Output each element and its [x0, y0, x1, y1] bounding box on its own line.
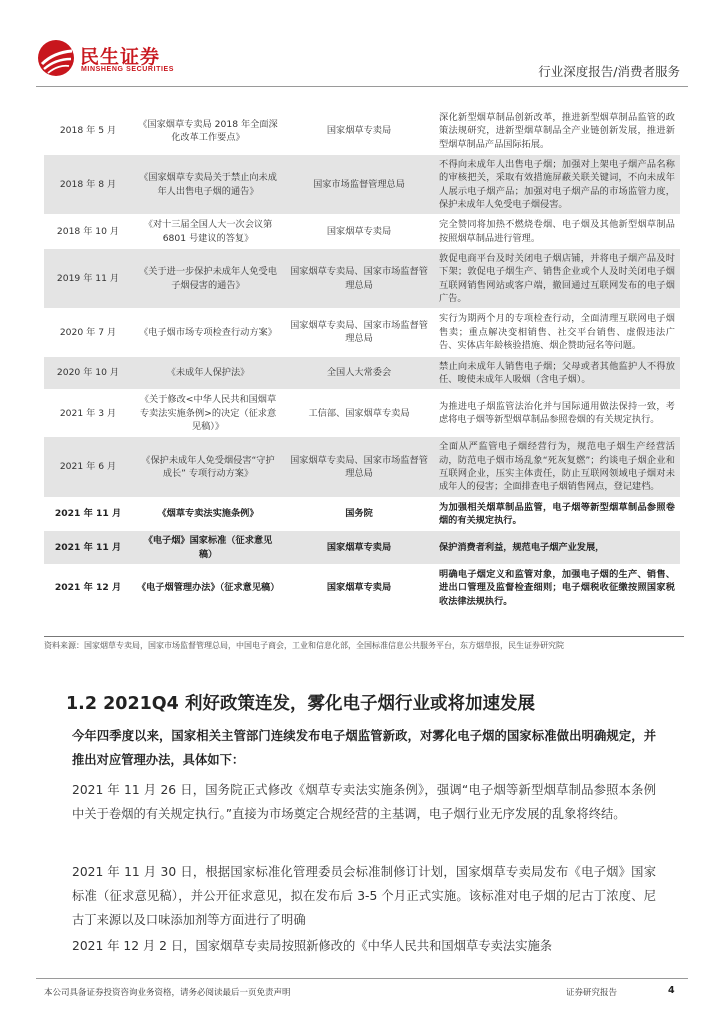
row-date: 2021 年 11 月: [44, 531, 132, 565]
row-content: 禁止向未成年人销售电子烟；父母或者其他监护人不得放任、唆使未成年人吸烟（含电子烟）。: [434, 356, 680, 390]
row-document: 《电子烟管理办法》（征求意见稿）: [132, 564, 284, 611]
table-source-note: 资料来源：国家烟草专卖局，国家市场监督管理总局，中国电子商会，工业和信息化部，全国标准信息公共服务平台，东方烟草报，民生证券研究院: [44, 636, 684, 651]
table-row: [44, 309, 680, 356]
row-document: 《未成年人保护法》: [132, 356, 284, 390]
row-content: 保护消费者利益，规范电子烟产业发展，: [434, 531, 680, 565]
table-row: [44, 108, 680, 155]
row-date: 2018 年 5 月: [44, 108, 132, 155]
table-row: [44, 249, 680, 309]
brand-logo: [36, 38, 216, 78]
table-row: [44, 215, 680, 249]
row-issuer: 国家烟草专卖局: [284, 108, 434, 155]
report-type: 行业深度报告/消费者服务: [538, 64, 680, 79]
section-heading: 1.2 2021Q4 利好政策连发，雾化电子烟行业或将加速发展: [66, 694, 535, 714]
brand-name-cn: 民生证券: [80, 46, 161, 68]
table-row: [44, 437, 680, 497]
row-content: 全面从严监管电子烟经营行为，规范电子烟生产经营活动，防范电子烟市场乱象“死灰复燃”；约谈电子烟企业和互联网企业，压实主体责任，防止互联网领域电子烟对未成年人的侵害；全面排查电子烟销售网点，登记建档。: [434, 437, 680, 497]
footer-label: 证券研究报告: [566, 988, 618, 998]
brand-name-en: MINSHENG SECURITIES: [81, 66, 175, 73]
row-document: 《对十三届全国人大一次会议第 6801 号建议的答复》: [132, 215, 284, 249]
row-document: 《国家烟草专卖局关于禁止向未成年人出售电子烟的通告》: [132, 155, 284, 215]
page-number: 4: [668, 985, 675, 996]
table-row: [44, 497, 680, 531]
page-header: [0, 0, 724, 92]
row-issuer: 国家烟草专卖局: [284, 564, 434, 611]
table-row: [44, 531, 680, 565]
row-content: 完全赞同将加热不燃烧卷烟、电子烟及其他新型烟草制品按照烟草制品进行管理。: [434, 215, 680, 249]
row-content: 实行为期两个月的专项检查行动，全面清理互联网电子烟售卖；重点解决变相销售、社交平台销售、虚假违法广告、实体店年龄核验措施、烟企赞助冠名等问题。: [434, 309, 680, 356]
row-issuer: 国家烟草专卖局、国家市场监督管理总局: [284, 309, 434, 356]
row-date: 2020 年 7 月: [44, 309, 132, 356]
footer-disclaimer: 本公司具备证券投资咨询业务资格，请务必阅读最后一页免责声明: [44, 988, 291, 998]
row-issuer: 全国人大常委会: [284, 356, 434, 390]
row-document: 《电子烟市场专项检查行动方案》: [132, 309, 284, 356]
body-paragraph-intro: 今年四季度以来，国家相关主管部门连续发布电子烟监管新政，对雾化电子烟的国家标准做出明确规定，并推出对应管理办法，具体如下：: [72, 729, 656, 767]
row-date: 2020 年 10 月: [44, 356, 132, 390]
table-row: [44, 564, 680, 611]
body-paragraph: 2021 年 12 月 2 日，国家烟草专卖局按照新修改的《中华人民共和国烟草专卖法实施条: [72, 939, 553, 953]
row-document: 《烟草专卖法实施条例》: [132, 497, 284, 531]
row-content: 敦促电商平台及时关闭电子烟店铺，并将电子烟产品及时下架；敦促电子烟生产、销售企业或个人及时关闭电子烟互联网销售网站或客户端，撤回通过互联网发布的电子烟广告。: [434, 249, 680, 309]
row-date: 2021 年 11 月: [44, 497, 132, 531]
row-issuer: 国务院: [284, 497, 434, 531]
row-issuer: 国家烟草专卖局、国家市场监督管理总局: [284, 249, 434, 309]
body-paragraph: 2021 年 11 月 30 日，根据国家标准化管理委员会标准制修订计划，国家烟草专卖局发布《电子烟》国家标准（征求意见稿），并公开征求意见，拟在发布后 3-5 个月正式实施。该标准对电子烟的尼古丁浓度、尼古丁来源以及口味添加剂等方面进行了明确: [72, 865, 656, 927]
row-issuer: 国家烟草专卖局、国家市场监督管理总局: [284, 437, 434, 497]
minsheng-logo-icon: [36, 38, 76, 78]
policy-table: [44, 108, 680, 612]
row-document: 《电子烟》国家标准（征求意见稿）: [132, 531, 284, 565]
header-divider: [36, 86, 688, 87]
row-content: 为推进电子烟监管法治化并与国际通用做法保持一致，考虑将电子烟等新型烟草制品参照卷烟的有关规定执行。: [434, 390, 680, 437]
row-issuer: 国家烟草专卖局: [284, 531, 434, 565]
row-document: 《关于修改<中华人民共和国烟草专卖法实施条例>的决定（征求意见稿）》: [132, 390, 284, 437]
row-date: 2021 年 3 月: [44, 390, 132, 437]
row-date: 2021 年 6 月: [44, 437, 132, 497]
row-document: 《关于进一步保护未成年人免受电子烟侵害的通告》: [132, 249, 284, 309]
row-issuer: 国家烟草专卖局: [284, 215, 434, 249]
row-date: 2018 年 8 月: [44, 155, 132, 215]
table-row: [44, 155, 680, 215]
table-row: [44, 390, 680, 437]
row-document: 《保护未成年人免受烟侵害“守护成长” 专项行动方案》: [132, 437, 284, 497]
row-content: 不得向未成年人出售电子烟；加强对上架电子烟产品名称的审核把关，采取有效措施屏蔽关联关键词，不向未成年人展示电子烟产品；加强对电子烟产品的市场监管力度，保护未成年人免受电子烟侵害。: [434, 155, 680, 215]
row-document: 《国家烟草专卖局 2018 年全面深化改革工作要点》: [132, 108, 284, 155]
row-issuer: 国家市场监督管理总局: [284, 155, 434, 215]
row-content: 明确电子烟定义和监管对象，加强电子烟的生产、销售、进出口管理及监督检查细则；电子烟税收征缴按照国家税收法律法规执行。: [434, 564, 680, 611]
row-content: 深化新型烟草制品创新改革，推进新型烟草制品监管的政策法规研究，进新型烟草制品全产业链创新发展，推进新型烟草制品产品国际拓展。: [434, 108, 680, 155]
row-issuer: 工信部、国家烟草专卖局: [284, 390, 434, 437]
body-paragraph: 2021 年 11 月 26 日，国务院正式修改《烟草专卖法实施条例》，强调“电子烟等新型烟草制品参照本条例中关于卷烟的有关规定执行。”直接为市场奠定合规经营的主基调，电子烟行业无序发展的乱象将终结。: [72, 783, 656, 821]
row-date: 2021 年 12 月: [44, 564, 132, 611]
footer-divider: [36, 978, 688, 979]
row-content: 为加强相关烟草制品监管，电子烟等新型烟草制品参照卷烟的有关规定执行。: [434, 497, 680, 531]
table-row: [44, 356, 680, 390]
row-date: 2019 年 11 月: [44, 249, 132, 309]
row-date: 2018 年 10 月: [44, 215, 132, 249]
